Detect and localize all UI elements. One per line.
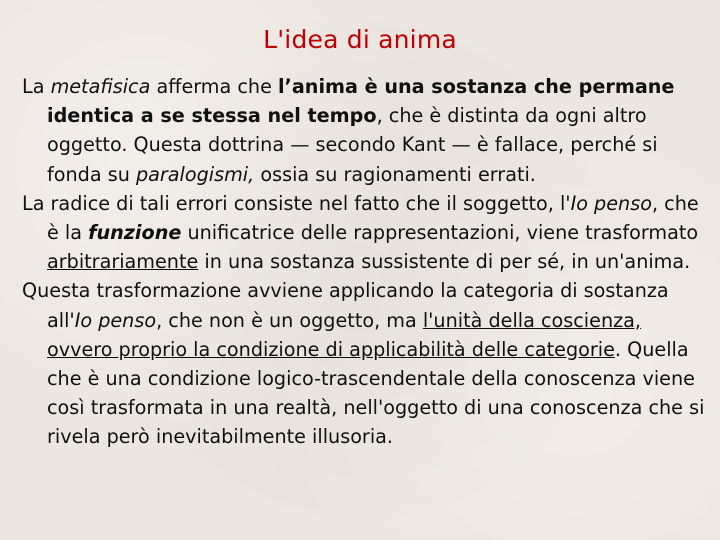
text-run: Questa trasformazione avviene applicando la categoria di sostanza all' xyxy=(22,279,669,332)
text-run: , che è distinta da ogni altro oggetto. Questa dottrina — secondo Kant — è fallace, perché si fonda su xyxy=(47,104,658,186)
paragraph-2 xyxy=(22,189,708,277)
paragraph-1 xyxy=(22,72,708,189)
text-run: ossia su ragionamenti errati. xyxy=(254,162,536,186)
text-run-bold-italic: funzione xyxy=(88,221,182,245)
paragraph-3 xyxy=(22,276,708,451)
slide-body xyxy=(22,72,708,452)
text-run: . Quella che è una condizione logico-trascendentale della conoscenza viene così trasformata in una realtà, nell'oggetto di una conoscenza che si rivela però inevitabilmente illusoria. xyxy=(47,337,705,449)
text-run-italic: Io penso xyxy=(570,191,652,215)
text-run-underline: arbitrariamente xyxy=(47,250,199,274)
text-run: La xyxy=(22,75,51,98)
text-run: unificatrice delle rappresentazioni, viene trasformato xyxy=(181,221,699,245)
text-run: afferma che xyxy=(150,75,278,98)
slide-title: L'idea di anima xyxy=(263,25,457,54)
text-run: La radice di tali errori consiste nel fatto che il soggetto, l' xyxy=(22,191,571,215)
text-run: , che è la xyxy=(47,191,699,245)
text-run: , che non è un oggetto, ma xyxy=(156,308,423,332)
text-run-bold: l’anima è una sostanza che permane identica a se stessa nel tempo xyxy=(47,75,675,128)
text-run-italic: Io penso xyxy=(74,308,157,332)
text-run-italic: metafisica xyxy=(50,75,151,98)
text-run: in una sostanza sussistente di per sé, in un'anima. xyxy=(198,250,691,274)
text-run-italic: paralogismi, xyxy=(135,162,255,186)
text-run-underline: l'unità della coscienza, ovvero proprio la condizione di applicabilità delle categorie xyxy=(47,308,642,361)
